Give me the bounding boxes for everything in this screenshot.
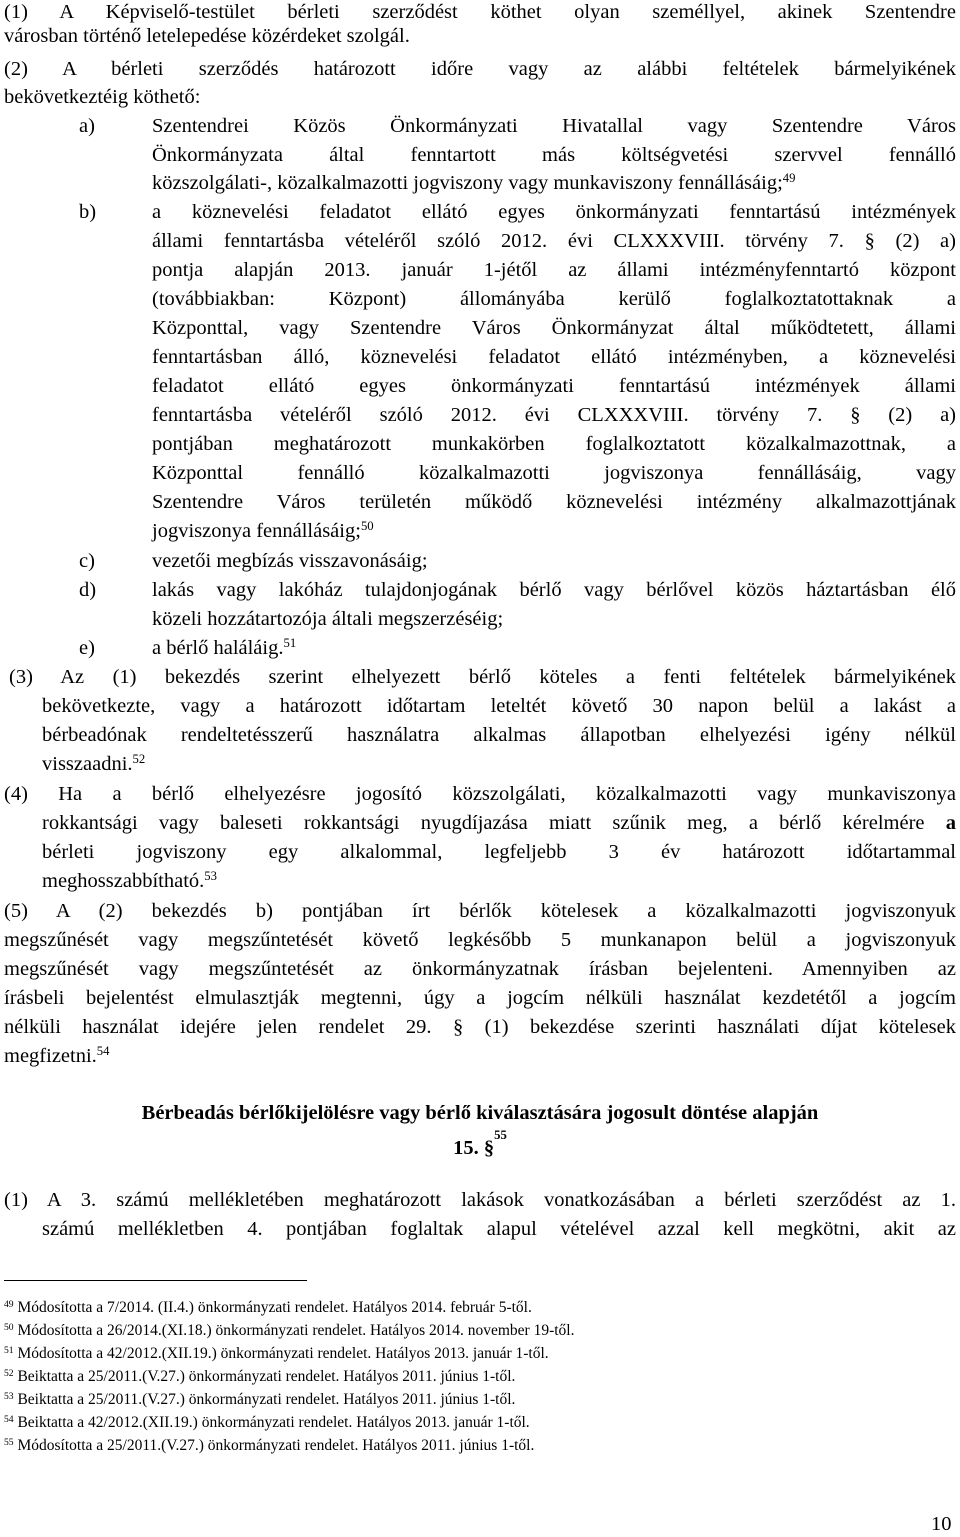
footnote-ref: 55 [494, 1128, 507, 1143]
list-label-a: a) [79, 115, 95, 137]
list-item-b-line: a köznevelési feladatot ellátó egyes önkormányzati fenntartású intézmények [152, 201, 956, 223]
list-item-c-line: vezetői megbízás visszavonásáig; [152, 550, 428, 572]
footnote: $^{52}$ Beiktatta a 25/2011.(V.27.) önkormányzati rendelet. Hatályos 2011. június 1-től. [4, 1367, 516, 1385]
list-item-a-line: Önkormányzata által fenntartott más költségvetési szervvel fennálló [152, 144, 956, 166]
list-item-e-line: a bérlő haláláig.$^{51}$ [152, 636, 297, 659]
list-item-b-line: (továbbiakban: Központ) állományába kerülő foglalkoztatottaknak a [152, 288, 956, 310]
paragraph-3-line: bérbeadónak rendeltetésszerű használatra alkalmas állapotban elhelyezési igény nélkül [42, 724, 956, 746]
list-item-d-line: lakás vagy lakóház tulajdonjogának bérlő vagy bérlővel közös háztartásban élő [152, 579, 956, 601]
paragraph-5-line: (5) A (2) bekezdés b) pontjában írt bérlők kötelesek a közalkalmazotti jogviszonyuk [4, 900, 956, 922]
footnote-ref: 51 [283, 636, 297, 651]
paragraph-2-line: bekövetkeztéig köthető: [4, 86, 201, 108]
section-heading: Bérbeadás bérlőkijelölésre vagy bérlő kiválasztására jogosult döntése alapján [141, 1102, 819, 1124]
paragraph-1-line: városban történő letelepedése közérdeket szolgál. [4, 25, 410, 47]
footnote-ref: 52 [132, 752, 146, 767]
footnote-ref: 53 [204, 869, 217, 884]
paragraph-3-line: (3) Az (1) bekezdés szerint elhelyezett bérlő köteles a fenti feltételek bármelyikének [9, 666, 956, 688]
footnote-separator [4, 1280, 307, 1281]
list-item-b-line: pontja alapján 2013. január 1-jétől az állami intézményfenntartó központ [152, 259, 956, 281]
list-item-b-line: Központtal fennálló közalkalmazotti jogviszonya fennállásáig, vagy [152, 462, 956, 484]
section-15-line: (1) A 3. számú mellékletében meghatározott lakások vonatkozásában a bérleti szerződést az 1. [4, 1189, 956, 1211]
footnote: $^{53}$ Beiktatta a 25/2011.(V.27.) önkormányzati rendelet. Hatályos 2011. június 1-től. [4, 1390, 516, 1408]
bold-article: a [945, 812, 956, 834]
paragraph-1-line: (1) A Képviselő-testület bérleti szerződést köthet olyan személlyel, akinek Szentendre [4, 1, 956, 23]
paragraph-3-line: visszaadni.$^{52}$ [42, 752, 146, 775]
list-item-b-line: jogviszonya fennállásáig;$^{50}$ [152, 519, 374, 542]
section-number: 15. §$^{55}$ [453, 1128, 507, 1159]
list-item-d-line: közeli hozzátartozója általi megszerzéséig; [152, 608, 504, 630]
paragraph-5-line: megszűnését vagy megszűntetését az önkormányzatnak írásban bejelenteni. Amennyiben az [4, 958, 956, 980]
footnote-ref: 54 [96, 1044, 110, 1059]
paragraph-4-line: bérleti jogviszony egy alkalommal, legfeljebb 3 év határozott időtartammal [42, 841, 956, 863]
paragraph-5-line: megfizetni.$^{54}$ [4, 1044, 110, 1067]
list-item-b-line: pontjában meghatározott munkakörben foglalkoztatott közalkalmazottnak, a [152, 433, 956, 455]
footnote: $^{49}$ Módosította a 7/2014. (II.4.) önkormányzati rendelet. Hatályos 2014. február 5-től. [4, 1298, 532, 1316]
paragraph-4-line: meghosszabbítható.$^{53}$ [42, 869, 217, 892]
paragraph-4-line: (4) Ha a bérlő elhelyezésre jogosító közszolgálati, közalkalmazotti vagy munkaviszonya [4, 783, 956, 805]
list-item-b-line: Központtal, vagy Szentendre Város Önkormányzat által működtetett, állami [152, 317, 956, 339]
list-label-b: b) [79, 201, 97, 223]
list-item-b-line: fenntartásba vételéről szóló 2012. évi CLXXXVIII. törvény 7. § (2) a) [152, 404, 956, 426]
footnote: $^{51}$ Módosította a 42/2012.(XII.19.) önkormányzati rendelet. Hatályos 2013. január 1-től. [4, 1344, 549, 1362]
list-item-a-line: közszolgálati-, közalkalmazotti jogviszony vagy munkaviszony fennállásáig;$^{49}$ [152, 171, 796, 194]
paragraph-5-line: írásbeli bejelentést elmulasztják megtenni, úgy a jogcím nélküli használat kezdetétől a jogcím [4, 987, 956, 1009]
list-item-a-line: Szentendrei Közös Önkormányzati Hivatallal vagy Szentendre Város [152, 115, 956, 137]
paragraph-4-line: rokkantsági vagy baleseti rokkantsági nyugdíjazása miatt szűnik meg, a bérlő kérelmére a [42, 812, 956, 834]
page-number: 10 [931, 1513, 952, 1535]
paragraph-5-line: nélküli használat idejére jelen rendelet 29. § (1) bekezdése szerinti használati díjat kötelesek [4, 1016, 956, 1038]
list-item-b-line: Szentendre Város területén működő köznevelési intézmény alkalmazottjának [152, 491, 956, 513]
list-label-d: d) [79, 579, 97, 601]
list-label-c: c) [79, 550, 95, 572]
section-15-line: számú mellékletben 4. pontjában foglaltak alapul vételével azzal kell megkötni, akit az [42, 1218, 956, 1240]
footnote: $^{50}$ Módosította a 26/2014.(XI.18.) önkormányzati rendelet. Hatályos 2014. november 19-től. [4, 1321, 575, 1339]
list-label-e: e) [79, 637, 95, 659]
list-item-b-line: állami fenntartásba vételéről szóló 2012. évi CLXXXVIII. törvény 7. § (2) a) [152, 230, 956, 252]
footnote-ref: 50 [360, 519, 374, 534]
list-item-b-line: feladatot ellátó egyes önkormányzati fenntartású intézmények állami [152, 375, 956, 397]
footnote: $^{55}$ Módosította a 25/2011.(V.27.) önkormányzati rendelet. Hatályos 2011. június 1-től. [4, 1436, 535, 1454]
list-item-b-line: fenntartásban álló, köznevelési feladatot ellátó intézményben, a köznevelési [152, 346, 956, 368]
footnote: $^{54}$ Beiktatta a 42/2012.(XII.19.) önkormányzati rendelet. Hatályos 2013. január 1-től. [4, 1413, 530, 1431]
footnote-ref: 49 [782, 171, 796, 186]
paragraph-3-line: bekövetkezte, vagy a határozott időtartam leteltét követő 30 napon belül a lakást a [42, 695, 956, 717]
paragraph-5-line: megszűnését vagy megszűntetését követő legkésőbb 5 munkanapon belül a jogviszonyuk [4, 929, 956, 951]
paragraph-2-line: (2) A bérleti szerződés határozott időre vagy az alábbi feltételek bármelyikének [4, 58, 956, 80]
